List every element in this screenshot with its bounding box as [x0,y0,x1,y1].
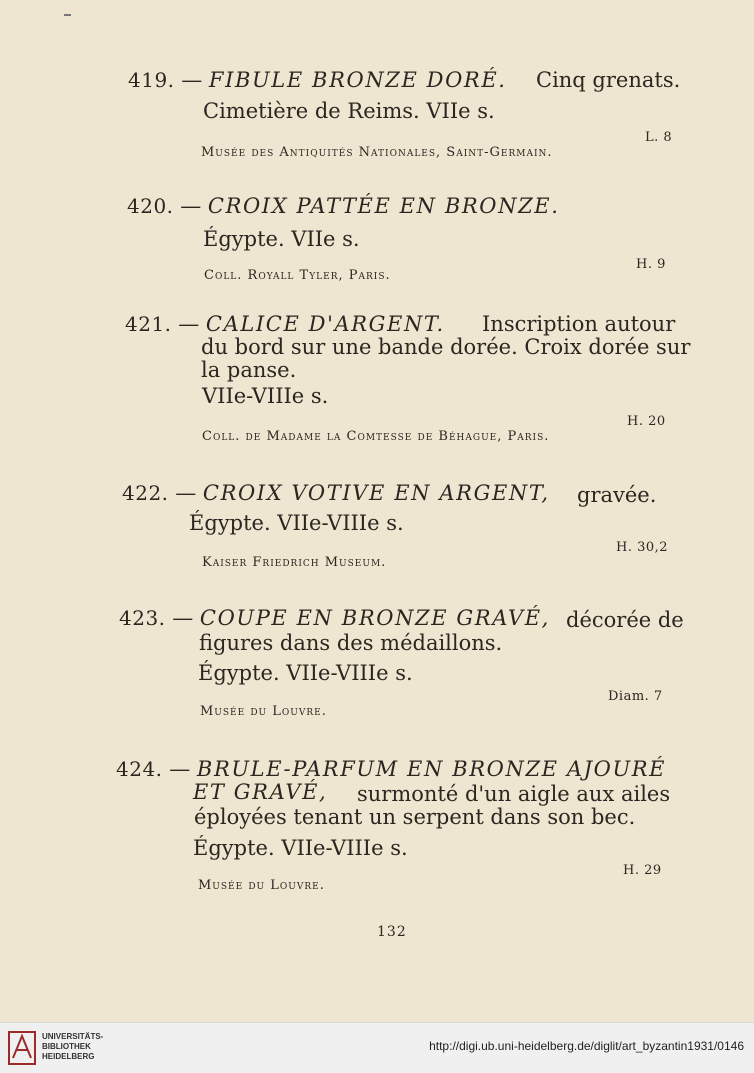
library-logo-icon [8,1028,36,1068]
entry-title: CROIX PATTÉE EN BRONZE. [207,194,560,218]
entry-dimension: H. 30,2 [616,540,669,555]
entry-number: 421. [125,312,172,336]
page-number: 132 [377,924,407,940]
entry-description: éployées tenant un serpent dans son bec. [194,805,636,829]
entry-dimension: Diam. 7 [608,689,663,704]
entry-origin: Égypte. VIIe-VIIIe s. [189,511,404,535]
entry-number: 419. [128,68,175,92]
entry-dimension: H. 20 [627,414,666,429]
entry-description: du bord sur une bande dorée. Croix dorée sur [201,335,691,359]
entry-description: gravée. [577,483,657,507]
scan-edge-mark [64,14,71,16]
entry-number: 423. [119,606,166,630]
library-logo-text: UNIVERSITÄTS- BIBLIOTHEK HEIDELBERG [42,1032,104,1061]
entry-title: FIBULE BRONZE DORÉ. [208,68,507,92]
viewer-footer [0,1022,754,1073]
entry-title: BRULE-PARFUM EN BRONZE AJOURÉ [196,757,667,781]
entry-collection: Coll. de Madame la Comtesse de Béhague, Paris. [202,429,550,444]
entry-description: Inscription autour [482,312,676,336]
entry-description: décorée de [566,608,684,632]
entry-dimension: H. 9 [636,257,666,272]
entry-origin: Cimetière de Reims. VIIe s. [203,99,495,123]
permalink-url[interactable]: http://digi.ub.uni-heidelberg.de/diglit/art_byzantin1931/0146 [429,1039,744,1053]
entry-origin: Égypte. VIIe s. [203,227,360,251]
entry-collection: Musée du Louvre. [198,878,325,893]
entry-collection: Kaiser Friedrich Museum. [202,555,387,570]
entry-origin: Égypte. VIIe-VIIIe s. [198,661,413,685]
entry-dimension: H. 29 [623,863,662,878]
entry-origin: Égypte. VIIe-VIIIe s. [193,836,408,860]
entry-description: la panse. [201,358,297,382]
entry-origin: VIIe-VIIIe s. [202,384,329,408]
entry-title-continued: ET GRAVÉ, [193,780,328,804]
entry-number: 422. [122,481,169,505]
entry-description: figures dans des médaillons. [199,631,503,655]
entry-number: 420. [127,194,174,218]
document-page: 419. — FIBULE BRONZE DORÉ. Cinq grenats. Cimetière de Reims. VIIe s. L. 8 Musée des Antiquités Nationales, Saint-Germain. 420. — CROIX PATTÉE EN BRONZE. Égypte. VIIe s. H. 9 Coll. Royall Tyler, Paris. 421. — CALICE D'ARGENT. Inscription autour du bord sur une bande dorée. Croix dorée sur la panse. VIIe-VIIIe s. H. 20 Coll. de Madame la Comtesse de Béhague, Paris. 422. — CROIX VOTIVE EN ARGENT, gravée. Égypte. VIIe-VIIIe s. H. 30,2 Kaiser Friedrich Museum. 423. — COUPE EN BRONZE GRAVÉ, décorée de figures dans des médaillons. Égypte. VIIe-VIIIe s. Diam. 7 Musée du Louvre. 424. — BRULE-PARFUM EN BRONZE AJOURÉ ET GRAVÉ, surmonté d'un aigle aux ailes éployées tenant un serpent dans son bec. Égypte. VIIe-VIIIe s. H. 29 Musée du Louvre. 132 [0,0,754,1022]
entry-collection: Musée des Antiquités Nationales, Saint-Germain. [201,145,553,160]
entry-title: CALICE D'ARGENT. [205,312,445,336]
entry-description: surmonté d'un aigle aux ailes [357,782,671,806]
entry-description: Cinq grenats. [536,68,681,92]
entry-dimension: L. 8 [645,130,673,145]
entry-number: 424. [116,757,163,781]
entry-title: COUPE EN BRONZE GRAVÉ, [199,606,550,630]
entry-title: CROIX VOTIVE EN ARGENT, [202,481,550,505]
entry-collection: Coll. Royall Tyler, Paris. [204,268,391,283]
entry-collection: Musée du Louvre. [200,704,327,719]
